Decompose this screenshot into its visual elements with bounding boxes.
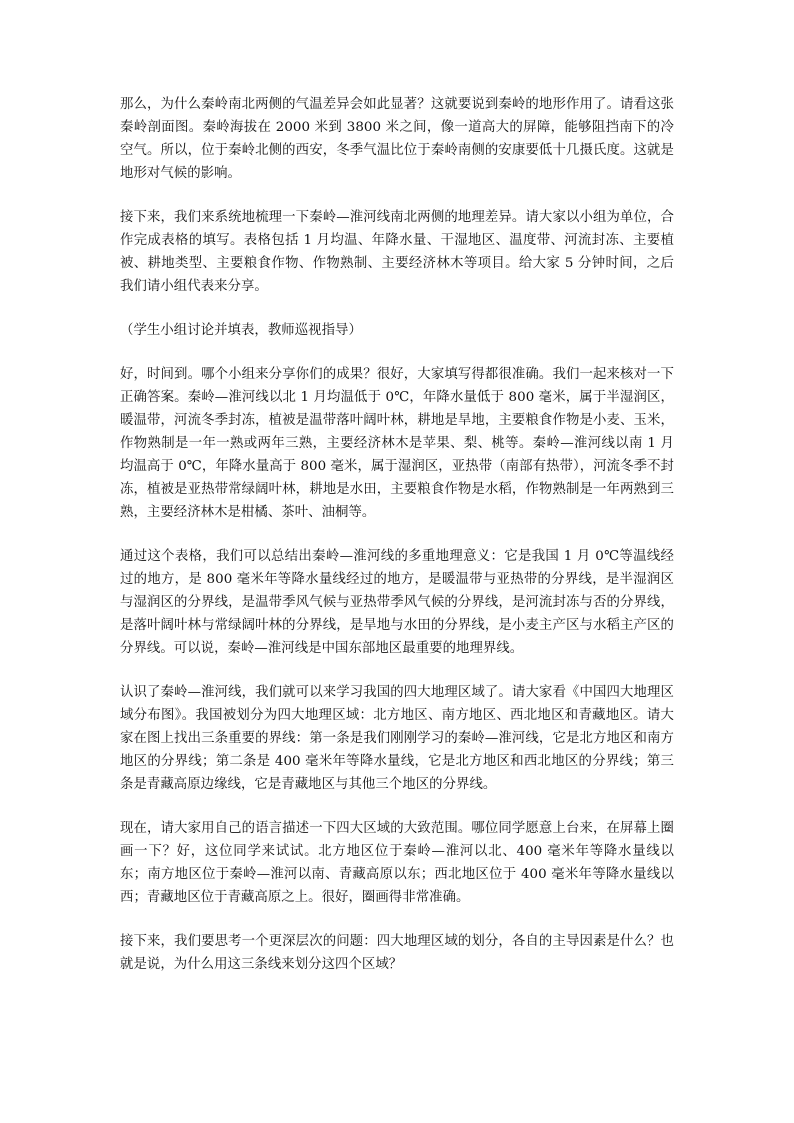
paragraph-region-ranges: 现在，请大家用自己的语言描述一下四大区域的大致范围。哪位同学愿意上台来，在屏幕上圈画一下？好，这位同学来试试。北方地区位于秦岭—淮河以北、400 毫米年等降水量线以东；南方地区位于秦岭—淮河以南、青藏高原以东；西北地区位于 400 毫米年等降水量线以西；青藏地区位于青藏高原之上。很好，圈画得非常准确。 [120, 821, 674, 905]
paragraph-stage-direction: （学生小组讨论并填表，教师巡视指导） [120, 323, 362, 338]
paragraph-group-task: 接下来，我们来系统地梳理一下秦岭—淮河线南北两侧的地理差异。请大家以小组为单位，合作完成表格的填写。表格包括 1 月均温、年降水量、干湿地区、温度带、河流封冻、主要植被、耕地类型、主要粮食作物、作物熟制、主要经济林木等项目。给大家 5 分钟时间，之后我们请小组代表来分享。 [120, 210, 674, 294]
paragraph-terrain-effect: 那么，为什么秦岭南北两侧的气温差异会如此显著？这就要说到秦岭的地形作用了。请看这张秦岭剖面图。秦岭海拔在 2000 米到 3800 米之间，像一道高大的屏障，能够阻挡南下的冷空气。所以，位于秦岭北侧的西安，冬季气温比位于秦岭南侧的安康要低十几摄氏度。这就是地形对气候的影响。 [120, 97, 674, 181]
document-page [120, 93, 674, 997]
paragraph-four-regions: 认识了秦岭—淮河线，我们就可以来学习我国的四大地理区域了。请大家看《中国四大地理区域分布图》。我国被划分为四大地理区域：北方地区、南方地区、西北地区和青藏地区。请大家在图上找出三条重要的界线：第一条是我们刚刚学习的秦岭—淮河线，它是北方地区和南方地区的分界线；第二条是 400 毫米年等降水量线，它是北方地区和西北地区的分界线；第三条是青藏高原边缘线，它是青藏地区与其他三个地区的分界线。 [120, 685, 674, 792]
paragraph-answer-check: 好，时间到。哪个小组来分享你们的成果？很好，大家填写得都很准确。我们一起来核对一下正确答案。秦岭—淮河线以北 1 月均温低于 0℃，年降水量低于 800 毫米，属于半湿润区，暖温带，河流冬季封冻，植被是温带落叶阔叶林，耕地是旱地，主要粮食作物是小麦、玉米，作物熟制是一年一熟或两年三熟，主要经济林木是苹果、梨、桃等。秦岭—淮河线以南 1 月均温高于 0℃，年降水量高于 800 毫米，属于湿润区，亚热带（南部有热带），河流冬季不封冻，植被是亚热带常绿阔叶林，耕地是水田，主要粮食作物是水稻，作物熟制是一年两熟到三熟，主要经济林木是柑橘、茶叶、油桐等。 [120, 367, 674, 520]
paragraph-dominant-factors: 接下来，我们要思考一个更深层次的问题：四大地理区域的划分，各自的主导因素是什么？也就是说，为什么用这三条线来划分这四个区域？ [120, 934, 674, 972]
paragraph-boundary-significance: 通过这个表格，我们可以总结出秦岭—淮河线的多重地理意义：它是我国 1 月 0℃等温线经过的地方，是 800 毫米年等降水量线经过的地方，是暖温带与亚热带的分界线，是半湿润区与湿润区的分界线，是温带季风气候与亚热带季风气候的分界线，是河流封冻与否的分界线，是落叶阔叶林与常绿阔叶林的分界线，是旱地与水田的分界线，是小麦主产区与水稻主产区的分界线。可以说，秦岭—淮河线是中国东部地区最重要的地理界线。 [120, 549, 674, 656]
